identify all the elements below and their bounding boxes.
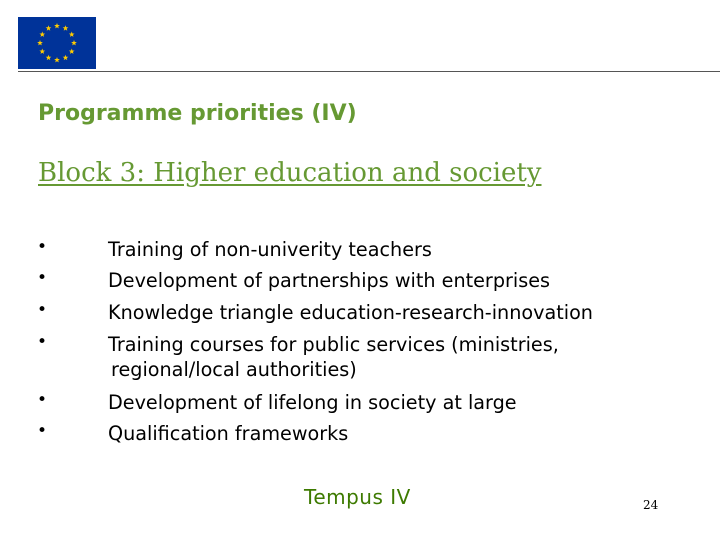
bullet-dot-icon: • bbox=[37, 421, 48, 441]
bullet-line: Training of non-univerity teachers bbox=[108, 238, 432, 261]
flag-star-icon bbox=[69, 49, 75, 54]
bullet-text bbox=[108, 300, 593, 325]
flag-star-icon bbox=[71, 40, 77, 45]
bullet-text bbox=[108, 390, 517, 415]
eu-flag-logo bbox=[18, 17, 96, 69]
flag-star-icon bbox=[39, 49, 45, 54]
flag-star-icon bbox=[46, 55, 52, 60]
flag-star-icon bbox=[69, 32, 75, 37]
header-divider bbox=[18, 71, 720, 72]
bullet-text bbox=[108, 237, 432, 262]
bullet-dot-icon: • bbox=[37, 268, 48, 288]
bullet-line: Development of lifelong in society at large bbox=[108, 391, 517, 414]
footer-label: Tempus IV bbox=[304, 485, 411, 509]
bullet-dot-icon: • bbox=[37, 332, 48, 352]
flag-star-icon bbox=[39, 32, 45, 37]
bullet-line: Qualification frameworks bbox=[108, 422, 349, 445]
bullet-text bbox=[108, 421, 348, 446]
bullet-dot-icon: • bbox=[37, 390, 48, 410]
slide-title: Programme priorities (IV) bbox=[38, 101, 357, 126]
flag-star-icon bbox=[63, 25, 69, 30]
bullet-dot-icon: • bbox=[37, 237, 48, 257]
flag-star-icon bbox=[63, 55, 69, 60]
bullet-text bbox=[108, 332, 559, 382]
flag-star-icon bbox=[54, 23, 60, 28]
eu-stars-icon bbox=[18, 17, 96, 69]
bullet-line: regional/local authorities) bbox=[111, 358, 357, 381]
flag-star-icon bbox=[46, 25, 52, 30]
bullet-dot-icon: • bbox=[37, 300, 48, 320]
bullet-line: Knowledge triangle education-research-innovation bbox=[108, 301, 593, 324]
page-number: 24 bbox=[643, 498, 659, 512]
flag-star-icon bbox=[37, 40, 43, 45]
flag-star-icon bbox=[54, 57, 60, 62]
block-subtitle: Block 3: Higher education and society bbox=[38, 158, 542, 188]
bullet-line: Development of partnerships with enterprises bbox=[108, 269, 551, 292]
bullet-line: Training courses for public services (ministries, bbox=[108, 333, 559, 356]
bullet-text bbox=[108, 268, 550, 293]
